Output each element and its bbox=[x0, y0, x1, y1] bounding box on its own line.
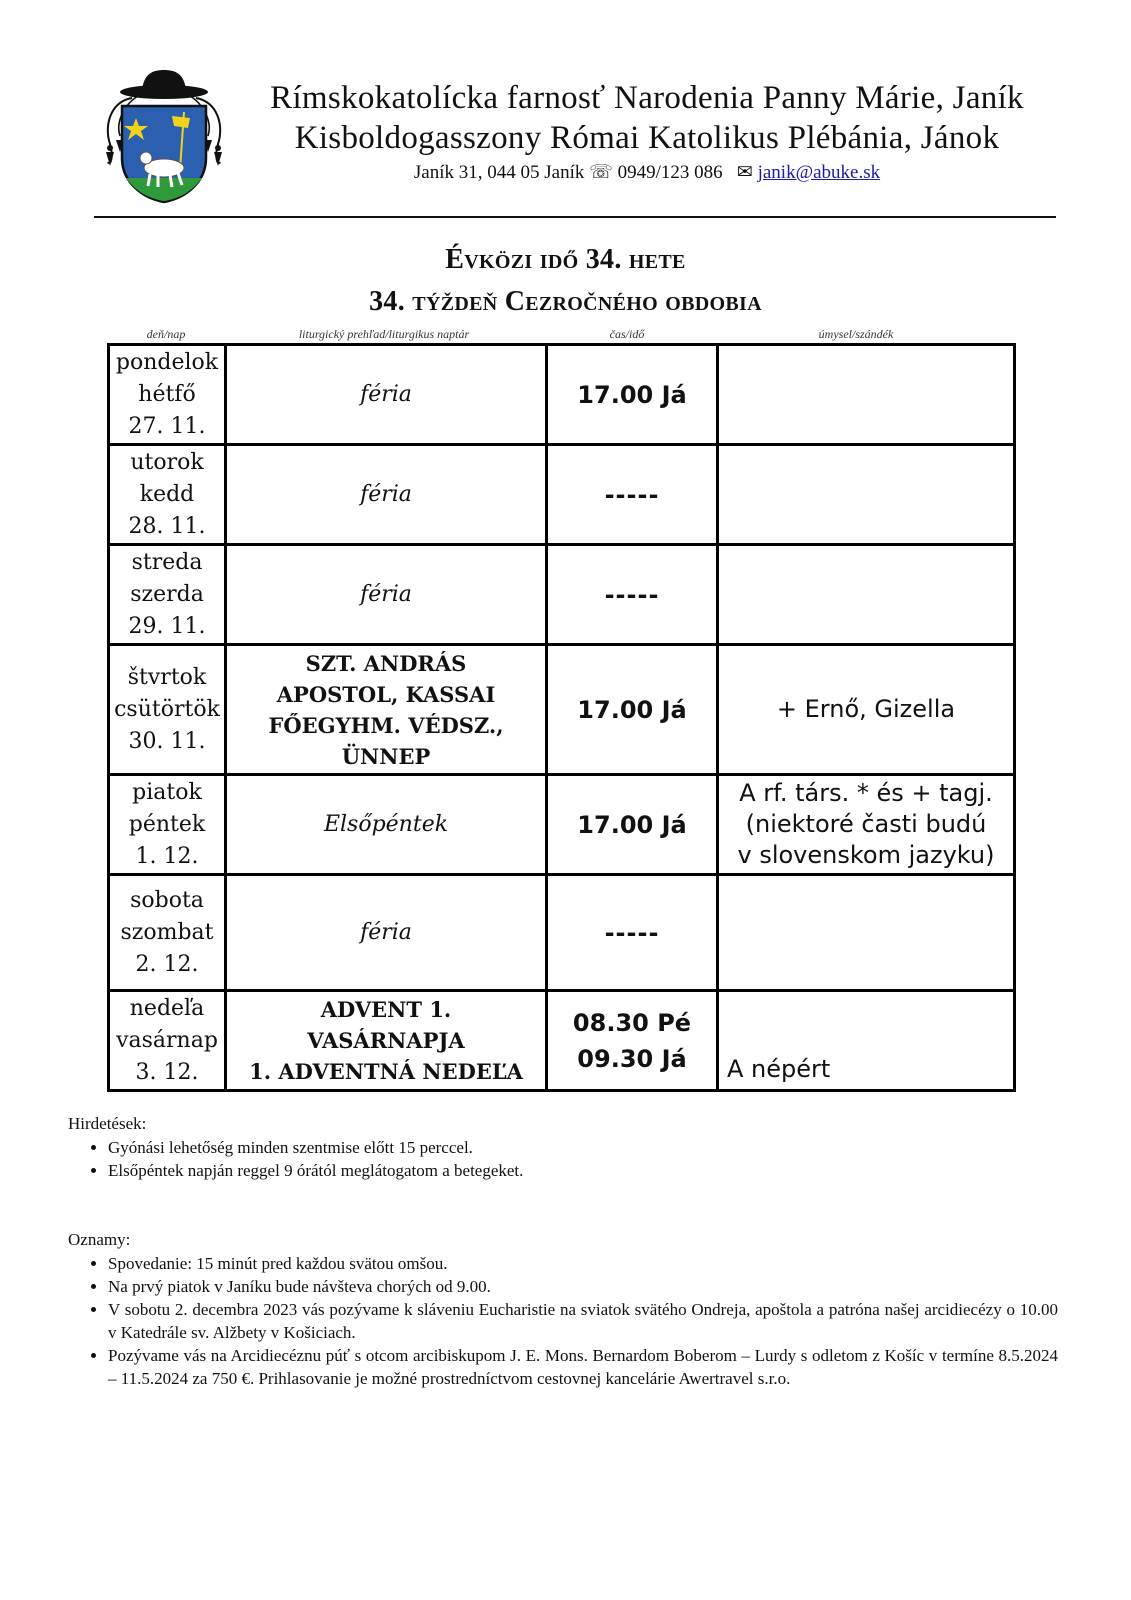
day-date: 3. 12. bbox=[135, 1059, 199, 1085]
time-cell: ----- bbox=[547, 545, 718, 645]
week-title-hu: Évközi idő 34. hete bbox=[445, 244, 686, 275]
list-item: • Spovedanie: 15 minút pred každou svätou omšou. bbox=[108, 1252, 1058, 1275]
time-cell: ----- bbox=[547, 875, 718, 991]
day-name-sk: štvrtok bbox=[127, 664, 207, 690]
day-name-hu: vasárnap bbox=[116, 1027, 218, 1053]
liturgy-line: SZT. ANDRÁS bbox=[305, 650, 467, 676]
day-date: 2. 12. bbox=[135, 951, 199, 977]
header-divider bbox=[94, 216, 1056, 218]
table-row bbox=[109, 991, 1015, 1091]
day-cell bbox=[109, 991, 226, 1091]
day-cell bbox=[109, 645, 226, 775]
table-row bbox=[109, 545, 1015, 645]
liturgy-cell: féria bbox=[226, 345, 547, 445]
column-header-intention: úmysel/szándék bbox=[818, 327, 894, 341]
time-cell: 17.00 Já bbox=[547, 775, 718, 875]
day-cell bbox=[109, 875, 226, 991]
day-date: 1. 12. bbox=[135, 843, 199, 869]
day-name-hu: hétfő bbox=[138, 381, 196, 407]
announcements-sk bbox=[68, 1228, 1058, 1390]
liturgy-cell: Elsőpéntek bbox=[226, 775, 547, 875]
day-cell bbox=[109, 545, 226, 645]
day-name-sk: streda bbox=[131, 549, 203, 575]
liturgy-cell: féria bbox=[226, 545, 547, 645]
intention-line: (niektoré časti budú bbox=[745, 810, 987, 838]
list-item: • Pozývame vás na Arcidiecéznu púť s otcom arcibiskupom J. E. Mons. Bernardom Boberom – Lurdy s odletom z Košíc v termíne 8.5.2024 – 11.5.2024 za 750 €. Prihlasovanie je možné prostredníctvom cestovnej kancelárie Awertravel s.r.o. bbox=[108, 1344, 1058, 1390]
day-name-sk: utorok bbox=[130, 449, 204, 475]
intention-cell bbox=[718, 345, 1015, 445]
intention-cell bbox=[718, 445, 1015, 545]
day-cell bbox=[109, 345, 226, 445]
parish-name-hu: Kisboldogasszony Római Katolikus Plébánia, Jánok bbox=[294, 120, 1000, 156]
day-name-sk: nedeľa bbox=[129, 995, 205, 1021]
week-title-sk: 34. týždeň Cezročného obdobia bbox=[369, 286, 762, 317]
liturgy-line: ÜNNEP bbox=[341, 743, 431, 769]
list-item: • V sobotu 2. decembra 2023 vás pozývame k sláveniu Eucharistie na sviatok svätého Ondreja, apoštola a patróna našej arcidiecézy o 10.00 v Katedrále sv. Alžbety v Košiciach. bbox=[108, 1298, 1058, 1344]
liturgy-cell bbox=[226, 991, 547, 1091]
day-name-hu: szerda bbox=[130, 581, 204, 607]
liturgy-cell: féria bbox=[226, 875, 547, 991]
intention-cell: + Ernő, Gizella bbox=[718, 645, 1015, 775]
announcement-list bbox=[68, 1136, 1058, 1182]
announcements-heading: Oznamy: bbox=[68, 1230, 131, 1249]
liturgy-cell: féria bbox=[226, 445, 547, 545]
time-line: 09.30 Já bbox=[577, 1044, 687, 1073]
mass-schedule-table bbox=[107, 343, 1016, 1092]
intention-line: v slovenskom jazyku) bbox=[737, 841, 995, 869]
liturgy-cell bbox=[226, 645, 547, 775]
time-line: 08.30 Pé bbox=[572, 1008, 692, 1037]
telephone-icon: ☏ bbox=[589, 162, 613, 183]
day-name-hu: szombat bbox=[120, 919, 214, 945]
time-cell: ----- bbox=[547, 445, 718, 545]
day-name-sk: pondelok bbox=[115, 349, 219, 375]
day-cell bbox=[109, 445, 226, 545]
day-cell bbox=[109, 775, 226, 875]
day-name-hu: kedd bbox=[139, 481, 195, 507]
liturgy-line: FŐEGYHM. VÉDSZ., bbox=[268, 712, 504, 738]
day-name-sk: sobota bbox=[130, 887, 204, 913]
day-name-hu: csütörtök bbox=[114, 696, 220, 722]
day-date: 27. 11. bbox=[128, 413, 206, 439]
table-row bbox=[109, 645, 1015, 775]
day-name-hu: péntek bbox=[128, 811, 206, 837]
day-name-sk: piatok bbox=[132, 779, 202, 805]
parish-name-sk: Rímskokatolícka farnosť Narodenia Panny Márie, Janík bbox=[270, 80, 1024, 116]
parish-coat-of-arms-icon bbox=[102, 66, 226, 206]
announcements-hu bbox=[68, 1112, 1058, 1182]
table-row bbox=[109, 775, 1015, 875]
table-row bbox=[109, 345, 1015, 445]
time-cell: 17.00 Já bbox=[547, 645, 718, 775]
list-item: • Na prvý piatok v Janíku bude návšteva chorých od 9.00. bbox=[108, 1275, 1058, 1298]
letterhead-text bbox=[232, 78, 1062, 186]
intention-cell bbox=[718, 545, 1015, 645]
list-item: • Gyónási lehetőség minden szentmise előtt 15 perccel. bbox=[108, 1136, 1058, 1159]
day-date: 30. 11. bbox=[128, 728, 206, 754]
day-date: 28. 11. bbox=[128, 513, 206, 539]
letterhead bbox=[102, 66, 1052, 216]
announcements-heading: Hirdetések: bbox=[68, 1114, 147, 1133]
table-row bbox=[109, 875, 1015, 991]
email-link[interactable]: janik@abuke.sk bbox=[757, 162, 881, 183]
day-date: 29. 11. bbox=[128, 613, 206, 639]
liturgy-line: ADVENT 1. bbox=[320, 997, 452, 1022]
column-header-liturgy: liturgický prehľad/liturgikus naptár bbox=[298, 327, 470, 341]
intention-cell: A népért bbox=[718, 991, 1015, 1091]
intention-cell bbox=[718, 875, 1015, 991]
envelope-icon: ✉ bbox=[736, 162, 753, 183]
contact-line bbox=[232, 160, 1062, 186]
address: Janík 31, 044 05 Janík bbox=[413, 162, 585, 183]
time-cell bbox=[547, 991, 718, 1091]
phone-number: 0949/123 086 bbox=[617, 162, 723, 183]
announcement-list bbox=[68, 1252, 1058, 1390]
intention-line: A rf. társ. * és + tagj. bbox=[739, 779, 993, 807]
liturgy-line: 1. ADVENTNÁ NEDEĽA bbox=[249, 1059, 523, 1084]
time-cell: 17.00 Já bbox=[547, 345, 718, 445]
table-row bbox=[109, 445, 1015, 545]
intention-cell bbox=[718, 775, 1015, 875]
liturgy-line: VASÁRNAPJA bbox=[307, 1028, 465, 1053]
liturgy-line: APOSTOL, KASSAI bbox=[276, 681, 496, 707]
column-header-day: deň/nap bbox=[146, 327, 186, 341]
list-item: • Elsőpéntek napján reggel 9 órától meglátogatom a betegeket. bbox=[108, 1159, 1058, 1182]
column-header-time: čas/idő bbox=[609, 327, 645, 341]
